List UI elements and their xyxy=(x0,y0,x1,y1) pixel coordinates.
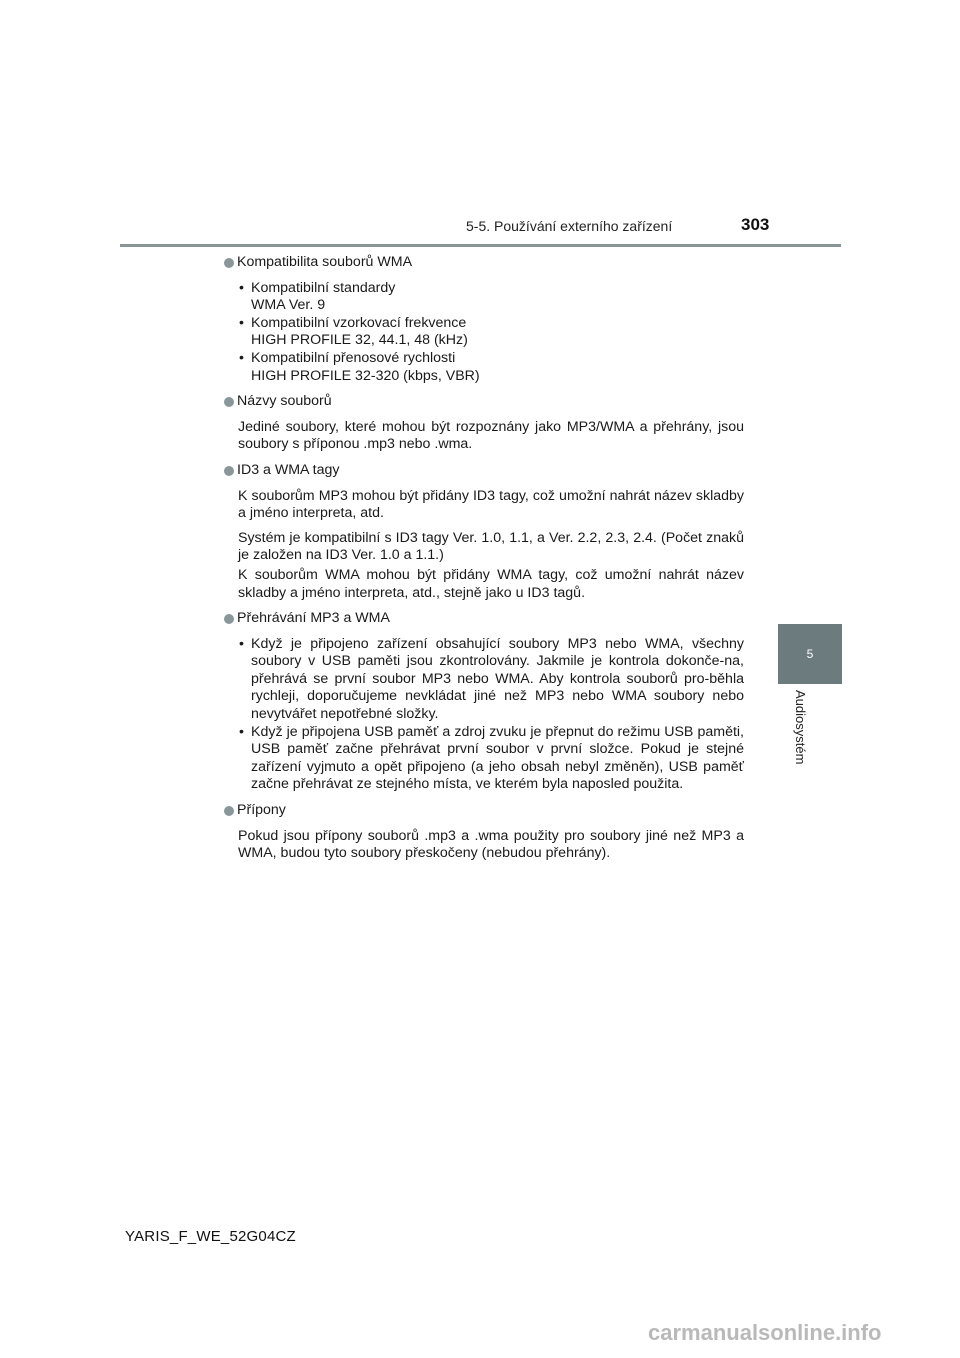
watermark: carmanualsonline.info xyxy=(648,1320,882,1345)
spec-label: Kompatibilní vzorkovací frekvence xyxy=(251,314,467,331)
list-item xyxy=(238,636,744,724)
list-item xyxy=(238,724,744,794)
section-extensions xyxy=(224,802,744,863)
spec-value: WMA Ver. 9 xyxy=(251,297,326,314)
bullet-dot-small-icon: • xyxy=(239,349,244,366)
bullet-dot-icon xyxy=(224,614,234,624)
spec-item xyxy=(238,280,744,315)
section-heading xyxy=(224,802,744,820)
bullet-dot-icon xyxy=(224,806,234,816)
chapter-number: 5 xyxy=(806,647,814,661)
paragraph: K souborům WMA mohou být přidány WMA tagy, což umožní nahrát název skladby a jméno interpreta, atd., stejně jako u ID3 tagů. xyxy=(238,566,744,601)
section-heading-text: ID3 a WMA tagy xyxy=(237,461,340,478)
bullet-dot-icon xyxy=(224,397,234,407)
bullet-dot-icon xyxy=(224,258,234,268)
section-heading xyxy=(224,462,744,480)
section-heading-text: Názvy souborů xyxy=(237,393,332,410)
bullet-dot-small-icon: • xyxy=(239,635,244,652)
spec-label: Kompatibilní přenosové rychlosti xyxy=(251,349,456,366)
bullet-dot-small-icon: • xyxy=(239,279,244,296)
bullet-list xyxy=(238,636,744,794)
section-heading-text: Přípony xyxy=(237,802,286,819)
spec-label: Kompatibilní standardy xyxy=(251,279,396,296)
section-wma-compatibility xyxy=(224,254,744,385)
section-heading xyxy=(224,393,744,411)
paragraph: Jediné soubory, které mohou být rozpoznány jako MP3/WMA a přehrány, jsou soubory s příponou .mp3 nebo .wma. xyxy=(238,418,744,453)
paragraph: K souborům MP3 mohou být přidány ID3 tagy, což umožní nahrát název skladby a jméno interpreta, atd. xyxy=(238,487,744,522)
header-rule xyxy=(120,244,841,247)
spec-value: HIGH PROFILE 32, 44.1, 48 (kHz) xyxy=(251,332,468,349)
paragraph: Pokud jsou přípony souborů .mp3 a .wma použity pro soubory jiné než MP3 a WMA, budou tyto soubory přeskočeny (nebudou přehrány). xyxy=(238,827,744,862)
spec-list xyxy=(238,280,744,386)
section-heading xyxy=(224,610,744,628)
section-mp3-wma-playback xyxy=(224,610,744,794)
list-item-text: Když je připojeno zařízení obsahující soubory MP3 nebo WMA, všechny soubory v USB paměti jsou zkontrolovány. Jakmile je kontrola dokonče-na, přehrává se první soubor MP3 nebo WMA. Aby kontrola souborů pro-běhla rychleji, doporučujeme nevkládat jiné než MP3 nebo WMA soubory nebo nevytvářet nepotřebné složky. xyxy=(251,635,744,723)
section-file-names xyxy=(224,393,744,454)
chapter-tab xyxy=(778,624,842,684)
spec-value: HIGH PROFILE 32-320 (kbps, VBR) xyxy=(251,367,480,384)
page-header-section-title: 5-5. Používání externího zařízení xyxy=(466,218,673,234)
section-heading-text: Kompatibilita souborů WMA xyxy=(237,254,413,270)
spec-item xyxy=(238,315,744,350)
chapter-title: Audiosystém xyxy=(793,690,808,765)
bullet-dot-small-icon: • xyxy=(239,314,244,331)
paragraph: Systém je kompatibilní s ID3 tagy Ver. 1.0, 1.1, a Ver. 2.2, 2.3, 2.4. (Počet znaků je založen na ID3 Ver. 1.0 a 1.1.) xyxy=(238,529,744,564)
spec-item xyxy=(238,350,744,385)
section-heading xyxy=(224,254,744,272)
bullet-dot-small-icon: • xyxy=(239,723,244,740)
document-code: YARIS_F_WE_52G04CZ xyxy=(125,1228,296,1245)
section-id3-wma-tags xyxy=(224,462,744,602)
list-item-text: Když je připojena USB paměť a zdroj zvuku je přepnut do režimu USB paměti, USB paměť začne přehrávat první soubor v první složce. Pokud je stejné zařízení vyjmuto a opět připojeno (a jeho obsah nebyl změněn), USB paměť začne přehrávat ze stejného místa, ve kterém byla naposled použita. xyxy=(251,723,744,793)
section-heading-text: Přehrávání MP3 a WMA xyxy=(237,610,390,627)
bullet-dot-icon xyxy=(224,466,234,476)
content xyxy=(224,254,744,871)
page-number: 303 xyxy=(741,215,770,234)
